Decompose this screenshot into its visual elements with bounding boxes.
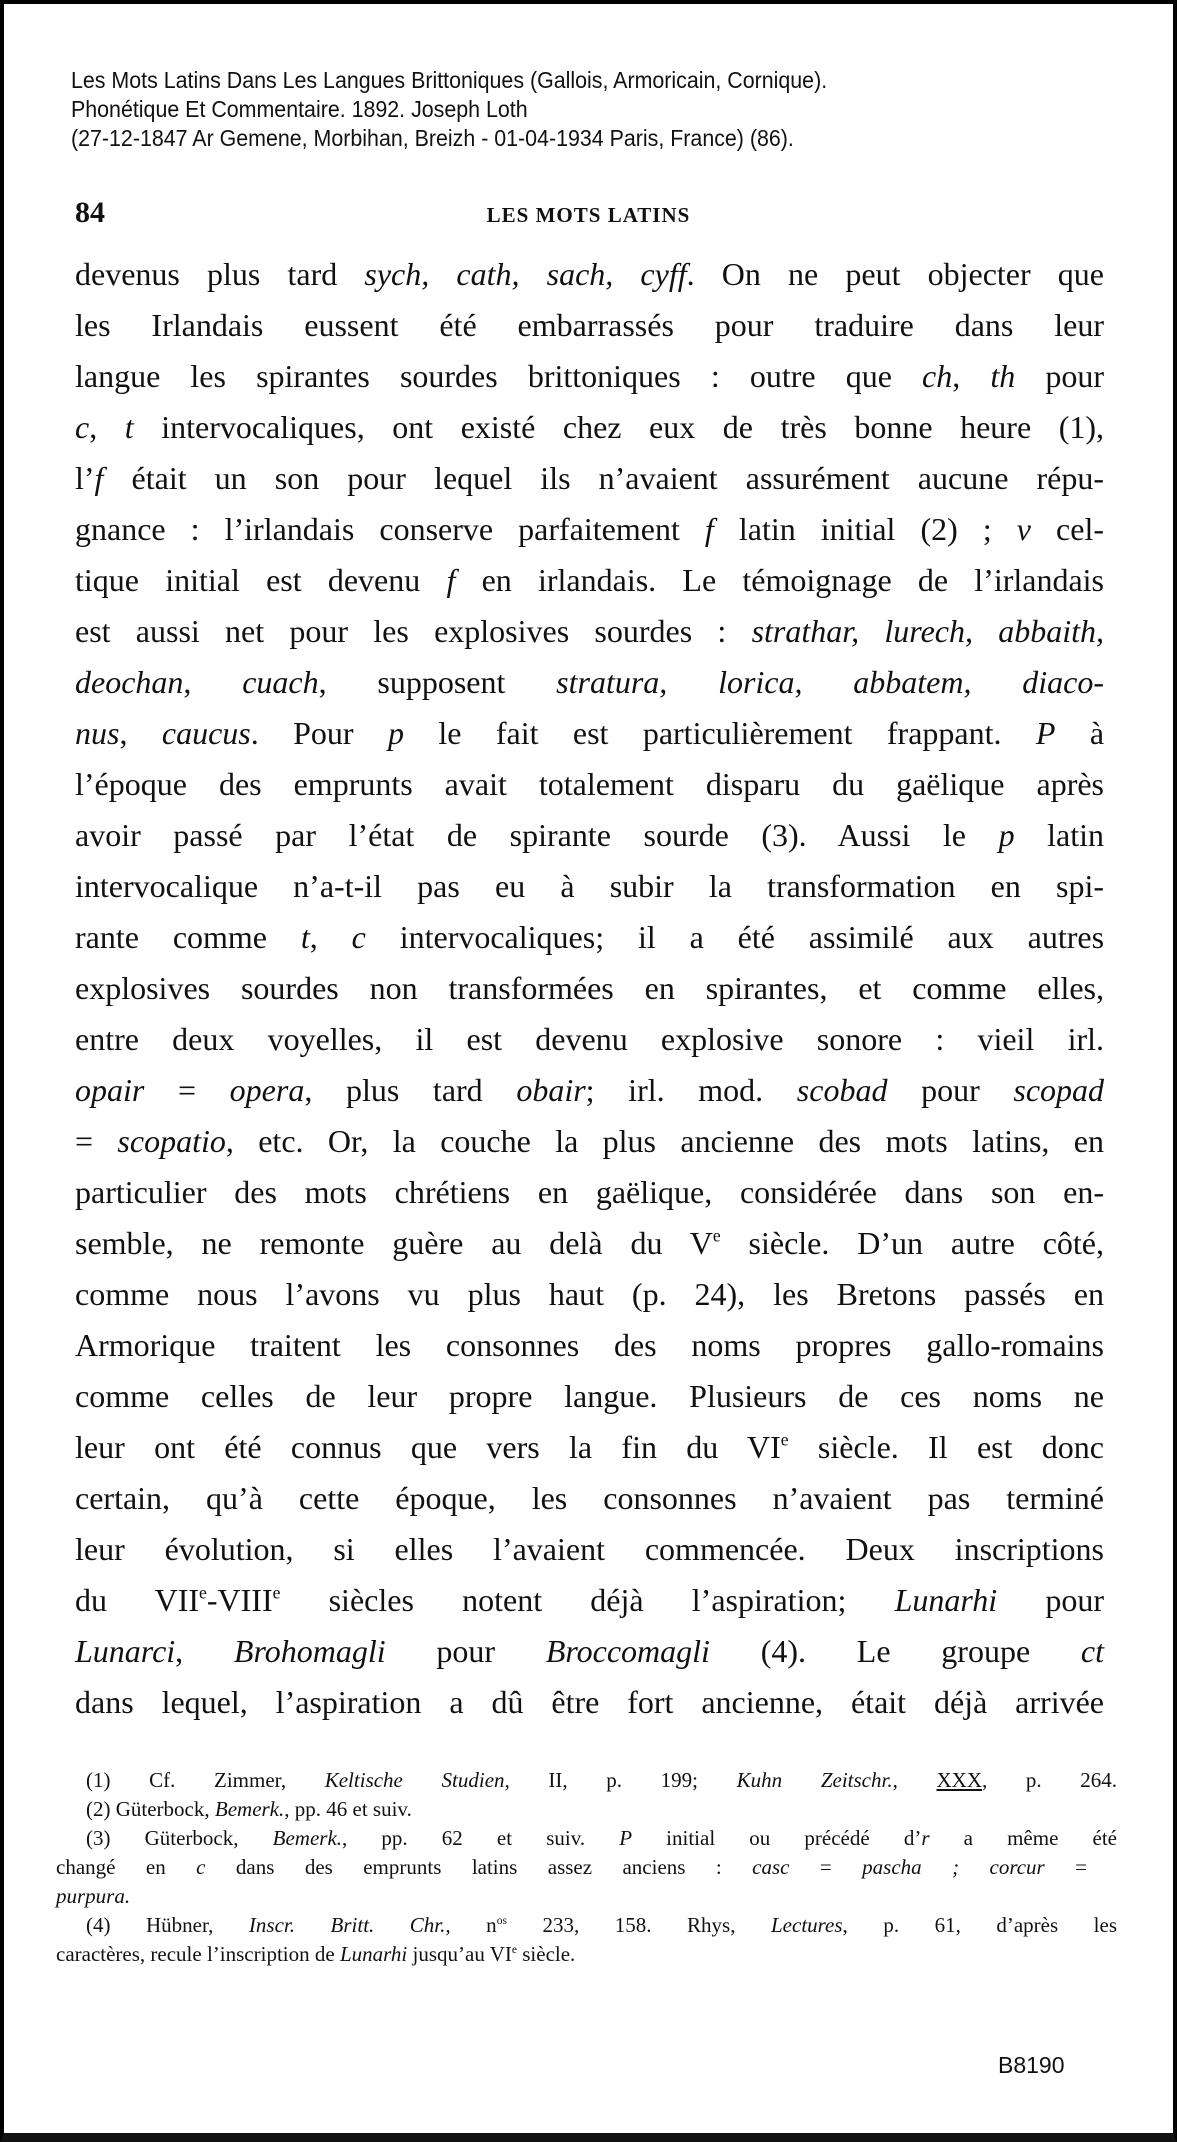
text-run: changé en bbox=[56, 1855, 197, 1879]
text-run: pour bbox=[997, 1582, 1105, 1618]
footnotes bbox=[56, 1766, 1118, 1969]
body-line bbox=[75, 861, 1104, 912]
text-run: comme nous l’avons vu plus haut (p. 24), les Bretons passés en bbox=[75, 1276, 1104, 1312]
text-run: intervocaliques; il a été assimilé aux autres bbox=[365, 919, 1105, 955]
text-run: leur évolution, si elles l’avaient commencée. Deux inscriptions bbox=[75, 1531, 1104, 1567]
text-run: leur ont été connus que vers la fin du VI bbox=[75, 1429, 781, 1465]
text-run: Armorique traitent les consonnes des noms propres gallo-romains bbox=[75, 1327, 1104, 1363]
text-run: en irlandais. Le témoignage de l’irlandais bbox=[455, 562, 1105, 598]
text-run: (2) Güterbock, bbox=[86, 1797, 215, 1821]
text-run: entre deux voyelles, il est devenu explosive sonore : vieil irl. bbox=[75, 1021, 1104, 1057]
italic-text: purpura. bbox=[56, 1884, 131, 1908]
italic-text: deochan bbox=[75, 664, 184, 700]
italic-text: f bbox=[446, 562, 456, 598]
superscript: os bbox=[496, 1914, 507, 1927]
italic-text: scobad bbox=[796, 1072, 888, 1108]
body-line bbox=[75, 1473, 1104, 1524]
italic-text: v bbox=[1016, 511, 1031, 547]
text-run: le fait est particulièrement frappant. bbox=[403, 715, 1036, 751]
text-run: pour bbox=[1015, 358, 1105, 394]
text-run: pour bbox=[887, 1072, 1014, 1108]
italic-text: P bbox=[1035, 715, 1056, 751]
body-line bbox=[75, 402, 1104, 453]
text-run: explosives sourdes non transformées en spirantes, et comme elles, bbox=[75, 970, 1104, 1006]
italic-text: nus bbox=[75, 715, 120, 751]
body-line bbox=[75, 810, 1104, 861]
italic-text: obair bbox=[516, 1072, 586, 1108]
citation-line: Les Mots Latins Dans Les Langues Brittoniques (Gallois, Armoricain, Cornique). bbox=[71, 67, 828, 93]
body-line bbox=[75, 1218, 1104, 1269]
italic-text: t bbox=[124, 409, 134, 445]
italic-text: Bemerk. bbox=[272, 1826, 343, 1850]
body-line bbox=[75, 1422, 1104, 1473]
italic-text: cuach bbox=[242, 664, 319, 700]
text-run: , bbox=[309, 919, 352, 955]
citation-line: (27-12-1847 Ar Gemene, Morbihan, Breizh - 01-04-1934 Paris, France) (86). bbox=[71, 125, 794, 151]
text-run: , bbox=[89, 409, 125, 445]
italic-text: t bbox=[300, 919, 310, 955]
text-run: , p. 264. bbox=[982, 1768, 1118, 1792]
superscript: e bbox=[199, 1582, 207, 1603]
text-run: = bbox=[1044, 1855, 1088, 1879]
running-head: LES MOTS LATINS bbox=[486, 203, 691, 227]
superscript: e bbox=[712, 1225, 721, 1246]
text-run: est aussi net pour les explosives sourdes : bbox=[75, 613, 752, 649]
body-line bbox=[75, 1065, 1104, 1116]
body-line bbox=[75, 1524, 1104, 1575]
footnote-line bbox=[56, 1940, 1087, 1969]
body-line bbox=[75, 759, 1104, 810]
body-line bbox=[75, 1371, 1104, 1422]
body-line bbox=[75, 300, 1104, 351]
footnote-line bbox=[56, 1853, 1087, 1882]
superscript: e bbox=[511, 1943, 517, 1956]
text-run: , pp. 62 et suiv. bbox=[342, 1826, 620, 1850]
catalog-code: B8190 bbox=[998, 2052, 1065, 2078]
text-run: intervocalique n’a-t-il pas eu à subir la transformation en spi- bbox=[75, 868, 1104, 904]
text-run: . Pour bbox=[250, 715, 388, 751]
italic-text: th bbox=[990, 358, 1016, 394]
body-line bbox=[75, 1626, 1104, 1677]
text-run: dans des emprunts latins assez anciens : bbox=[205, 1855, 753, 1879]
italic-text: Kuhn Zeitschr. bbox=[736, 1768, 893, 1792]
citation-line: Phonétique Et Commentaire. 1892. Joseph Loth bbox=[71, 96, 528, 122]
text-run: particulier des mots chrétiens en gaëlique, considérée dans son en- bbox=[75, 1174, 1104, 1210]
text-run: -VIII bbox=[206, 1582, 273, 1618]
text-run: langue les spirantes sourdes brittoniques : outre que bbox=[75, 358, 923, 394]
text-run: , plus tard bbox=[304, 1072, 517, 1108]
footnote-line bbox=[56, 1766, 1117, 1795]
body-text bbox=[75, 249, 1104, 1728]
body-line bbox=[75, 249, 1104, 300]
text-run: , bbox=[892, 1768, 937, 1792]
italic-text: Bemerk. bbox=[214, 1797, 285, 1821]
text-run: siècles notent déjà l’aspiration; bbox=[280, 1582, 895, 1618]
text-run: dans lequel, l’aspiration a dû être fort ancienne, était déjà arrivée bbox=[75, 1684, 1104, 1720]
body-line bbox=[75, 1677, 1104, 1728]
text-run: certain, qu’à cette époque, les consonnes n’avaient pas terminé bbox=[75, 1480, 1104, 1516]
italic-text: pascha ; corcur bbox=[862, 1855, 1045, 1879]
text-run: cel- bbox=[1031, 511, 1105, 547]
italic-text: f bbox=[704, 511, 714, 547]
italic-text: ct bbox=[1080, 1633, 1104, 1669]
italic-text: casc bbox=[752, 1855, 790, 1879]
body-line bbox=[75, 555, 1104, 606]
text-run: , bbox=[119, 715, 162, 751]
body-line bbox=[75, 657, 1104, 708]
body-line bbox=[75, 1269, 1104, 1320]
text-run: siècle. bbox=[517, 1942, 576, 1966]
italic-text: Lunarhi bbox=[339, 1942, 408, 1966]
italic-text: p bbox=[387, 715, 404, 751]
text-run: , etc. Or, la couche la plus ancienne des mots latins, en bbox=[225, 1123, 1105, 1159]
italic-text: r bbox=[921, 1826, 930, 1850]
footnote-line bbox=[56, 1911, 1117, 1940]
body-line bbox=[75, 1320, 1104, 1371]
text-run: (4) Hübner, bbox=[86, 1913, 249, 1937]
text-run: siècle. Il est donc bbox=[788, 1429, 1105, 1465]
text-run: l’ bbox=[75, 460, 95, 496]
text-run: semble, ne remonte guère au delà du V bbox=[75, 1225, 713, 1261]
text-run: = bbox=[789, 1855, 863, 1879]
italic-text: P bbox=[619, 1826, 633, 1850]
text-run: avoir passé par l’état de spirante sourde (3). Aussi le bbox=[75, 817, 999, 853]
body-line bbox=[75, 606, 1104, 657]
body-line bbox=[75, 1575, 1104, 1626]
text-run: = bbox=[75, 1123, 118, 1159]
footnote-line bbox=[56, 1882, 1087, 1911]
italic-text: c bbox=[75, 409, 90, 445]
italic-text: Keltische Studien bbox=[324, 1768, 505, 1792]
text-run: = bbox=[144, 1072, 230, 1108]
footnote-line bbox=[56, 1824, 1117, 1853]
italic-text: p bbox=[998, 817, 1015, 853]
body-line bbox=[75, 1014, 1104, 1065]
text-run: jusqu’au VI bbox=[407, 1942, 512, 1966]
italic-text: Lectures bbox=[771, 1913, 843, 1937]
italic-text: Brohomagli bbox=[233, 1633, 386, 1669]
italic-text: stratura, lorica, abbatem, diaco- bbox=[556, 664, 1105, 700]
italic-text: strathar, lurech, abbaith, bbox=[751, 613, 1105, 649]
text-run: , II, p. 199; bbox=[504, 1768, 737, 1792]
text-run: , bbox=[952, 358, 991, 394]
text-run: (1) Cf. Zimmer, bbox=[86, 1768, 325, 1792]
body-line bbox=[75, 1167, 1104, 1218]
text-run: ; irl. mod. bbox=[585, 1072, 797, 1108]
text-run: XXX bbox=[936, 1768, 982, 1792]
italic-text: caucus bbox=[161, 715, 251, 751]
text-run: tique initial est devenu bbox=[75, 562, 447, 598]
italic-text: ch bbox=[922, 358, 953, 394]
body-line bbox=[75, 504, 1104, 555]
text-run: initial ou précédé d’ bbox=[632, 1826, 922, 1850]
superscript: e bbox=[272, 1582, 281, 1603]
text-run: latin initial (2) ; bbox=[713, 511, 1017, 547]
text-run: les Irlandais eussent été embarrassés pour traduire dans leur bbox=[75, 307, 1104, 343]
italic-text: Broccomagli bbox=[545, 1633, 710, 1669]
text-run: devenus plus tard bbox=[75, 256, 365, 292]
footnote-line bbox=[56, 1795, 1117, 1824]
text-run: était un son pour lequel ils n’avaient assurément aucune répu- bbox=[103, 460, 1104, 496]
italic-text: c bbox=[196, 1855, 206, 1879]
text-run: . On ne peut objecter que bbox=[686, 256, 1105, 292]
italic-text: opera bbox=[229, 1072, 305, 1108]
italic-text: f bbox=[94, 460, 104, 496]
text-run: rante comme bbox=[75, 919, 301, 955]
text-run: 233, 158. Rhys, bbox=[506, 1913, 771, 1937]
text-run: (4). Le groupe bbox=[709, 1633, 1081, 1669]
body-line bbox=[75, 708, 1104, 759]
italic-text: Lunarci bbox=[75, 1633, 176, 1669]
superscript: e bbox=[780, 1429, 789, 1450]
text-run: comme celles de leur propre langue. Plusieurs de ces noms ne bbox=[75, 1378, 1104, 1414]
italic-text: scopatio bbox=[117, 1123, 226, 1159]
body-line bbox=[75, 453, 1104, 504]
text-run: , supposent bbox=[318, 664, 557, 700]
body-line bbox=[75, 1116, 1104, 1167]
text-run: intervocaliques, ont existé chez eux de très bonne heure (1), bbox=[133, 409, 1105, 445]
body-line bbox=[75, 351, 1104, 402]
body-line bbox=[75, 963, 1104, 1014]
italic-text: sych, cath, sach, cyff bbox=[364, 256, 687, 292]
text-run: caractères, recule l’inscription de bbox=[56, 1942, 340, 1966]
text-run: siècle. D’un autre côté, bbox=[720, 1225, 1105, 1261]
text-run: , pp. 46 et suiv. bbox=[284, 1797, 412, 1821]
italic-text: opair bbox=[75, 1072, 145, 1108]
text-run: latin bbox=[1014, 817, 1105, 853]
text-run: l’époque des emprunts avait totalement disparu du gaëlique après bbox=[75, 766, 1104, 802]
text-run: , p. 61, d’après les bbox=[842, 1913, 1118, 1937]
text-run: , bbox=[175, 1633, 234, 1669]
italic-text: c bbox=[351, 919, 366, 955]
body-line bbox=[75, 912, 1104, 963]
italic-text: Inscr. Britt. Chr. bbox=[248, 1913, 446, 1937]
text-run: pour bbox=[385, 1633, 546, 1669]
document-citation-header bbox=[71, 66, 827, 153]
italic-text: Lunarhi bbox=[894, 1582, 998, 1618]
text-run: , bbox=[183, 664, 243, 700]
page-number: 84 bbox=[75, 196, 105, 229]
text-run: gnance : l’irlandais conserve parfaitement bbox=[75, 511, 705, 547]
text-run: , n bbox=[445, 1913, 497, 1937]
text-run: à bbox=[1055, 715, 1105, 751]
italic-text: scopad bbox=[1013, 1072, 1105, 1108]
text-run: du VII bbox=[75, 1582, 200, 1618]
text-run: (3) Güterbock, bbox=[86, 1826, 273, 1850]
text-run: a même été bbox=[929, 1826, 1118, 1850]
